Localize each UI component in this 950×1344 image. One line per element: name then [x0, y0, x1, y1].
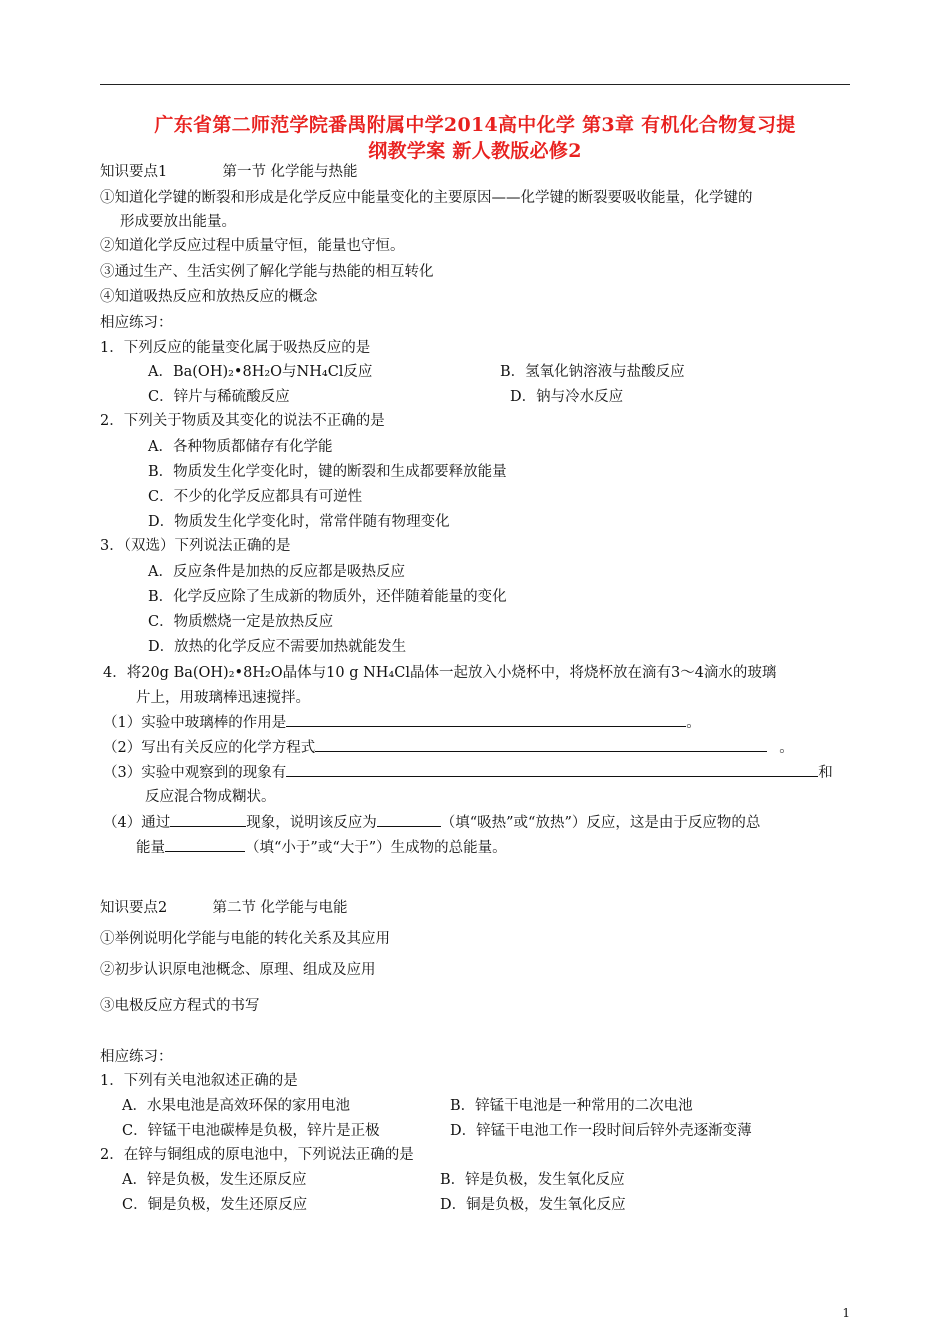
q3-option-c: C．物质燃烧一定是放热反应 — [148, 614, 334, 630]
point-2-2: ②初步认识原电池概念、原理、组成及应用 — [100, 962, 376, 978]
q4-sub-3-end: 和 — [818, 765, 833, 781]
q3-stem: 3．（双选）下列说法正确的是 — [100, 538, 291, 554]
q2-option-b: B．物质发生化学变化时，键的断裂和生成都要释放能量 — [148, 464, 507, 480]
section-1-tag: 知识要点1 — [100, 164, 168, 180]
point-1-1-cont: 形成要放出能量。 — [120, 214, 236, 230]
s2-q1-stem: 1．下列有关电池叙述正确的是 — [100, 1073, 298, 1089]
point-1-4: ④知道吸热反应和放热反应的概念 — [100, 289, 318, 305]
q3-option-a: A．反应条件是加热的反应都是吸热反应 — [148, 564, 405, 580]
q4-sub-3-cont: 反应混合物成糊状。 — [145, 789, 276, 805]
s2-q2-stem: 2．在锌与铜组成的原电池中，下列说法正确的是 — [100, 1147, 414, 1163]
q2-option-a: A．各种物质都储存有化学能 — [148, 439, 333, 455]
q4-sub-4-text-a: （4）通过 — [103, 815, 171, 831]
point-1-3: ③通过生产、生活实例了解化学能与热能的相互转化 — [100, 264, 434, 280]
answer-blank-6[interactable] — [165, 837, 245, 852]
section-2-title: 第二节 化学能与电能 — [212, 900, 348, 916]
title-line-1: 广东省第二师范学院番禺附属中学2014高中化学 第3章 有机化合物复习提 — [154, 114, 796, 136]
q4-stem-cont: 片上，用玻璃棒迅速搅拌。 — [136, 690, 310, 706]
q4-sub-3 — [103, 762, 833, 783]
section-2-tag: 知识要点2 — [100, 900, 168, 916]
point-2-3: ③电极反应方程式的书写 — [100, 998, 260, 1014]
point-2-1: ①举例说明化学能与电能的转化关系及其应用 — [100, 931, 390, 947]
q4-stem: 4．将20g Ba(OH)₂•8H₂O晶体与10 g NH₄Cl晶体一起放入小烧杯中，将烧杯放在滴有3～4滴水的玻璃 — [103, 665, 777, 681]
q3-option-b: B．化学反应除了生成新的物质外，还伴随着能量的变化 — [148, 589, 507, 605]
answer-blank-3[interactable] — [286, 762, 818, 777]
page-number: 1 — [842, 1306, 850, 1320]
answer-blank-4[interactable] — [170, 812, 246, 827]
q1-stem: 1．下列反应的能量变化属于吸热反应的是 — [100, 340, 371, 356]
section-2-heading — [100, 898, 348, 918]
q4-sub-4-cont — [136, 837, 507, 858]
title-line-2: 纲教学案 新人教版必修2 — [368, 140, 582, 162]
s2-q2-option-a: A．锌是负极，发生还原反应 — [122, 1172, 307, 1188]
q4-sub-4-text-e: （填“小于”或“大于”）生成物的总能量。 — [245, 840, 507, 856]
answer-blank-2[interactable] — [315, 737, 767, 752]
s2-q1-option-c: C．锌锰干电池碳棒是负极，锌片是正极 — [122, 1123, 380, 1139]
section-1-heading — [100, 162, 358, 182]
s2-q2-option-d: D．铜是负极，发生氧化反应 — [440, 1197, 626, 1213]
q4-sub-4-text-c: （填“吸热”或“放热”）反应，这是由于反应物的总 — [440, 815, 761, 831]
s2-q2-option-b: B．锌是负极，发生氧化反应 — [440, 1172, 625, 1188]
q4-sub-3-text: （3）实验中观察到的现象有 — [103, 765, 287, 781]
q4-sub-2-text: （2）写出有关反应的化学方程式 — [103, 740, 316, 756]
q3-option-d: D．放热的化学反应不需要加热就能发生 — [148, 639, 407, 655]
q4-sub-4-text-d: 能量 — [136, 840, 165, 856]
q4-sub-2 — [103, 737, 794, 758]
q1-option-a: A．Ba(OH)₂•8H₂O与NH₄Cl反应 — [148, 364, 373, 380]
document-title — [100, 112, 850, 164]
q4-sub-2-end: 。 — [779, 740, 794, 756]
header-rule — [100, 84, 850, 85]
q4-sub-1-text: （1）实验中玻璃棒的作用是 — [103, 715, 287, 731]
q2-stem: 2．下列关于物质及其变化的说法不正确的是 — [100, 413, 385, 429]
q4-sub-1-end: 。 — [686, 715, 701, 731]
s2-q1-option-b: B．锌锰干电池是一种常用的二次电池 — [450, 1098, 693, 1114]
q1-option-d: D．钠与冷水反应 — [510, 389, 624, 405]
q1-option-b: B．氢氧化钠溶液与盐酸反应 — [500, 364, 685, 380]
q4-sub-4 — [103, 812, 760, 833]
answer-blank-1[interactable] — [286, 712, 686, 727]
q2-option-c: C．不少的化学反应都具有可逆性 — [148, 489, 363, 505]
point-1-1: ①知道化学键的断裂和形成是化学反应中能量变化的主要原因——化学键的断裂要吸收能量，化学键的 — [100, 190, 753, 206]
s2-q2-option-c: C．铜是负极，发生还原反应 — [122, 1197, 308, 1213]
q1-option-c: C．锌片与稀硫酸反应 — [148, 389, 290, 405]
practice-label-1: 相应练习： — [100, 315, 173, 331]
q4-sub-4-text-b: 现象，说明该反应为 — [246, 815, 377, 831]
s2-q1-option-a: A．水果电池是高效环保的家用电池 — [122, 1098, 350, 1114]
q2-option-d: D．物质发生化学变化时，常常伴随有物理变化 — [148, 514, 450, 530]
point-1-2: ②知道化学反应过程中质量守恒，能量也守恒。 — [100, 238, 405, 254]
answer-blank-5[interactable] — [377, 812, 441, 827]
section-1-title: 第一节 化学能与热能 — [222, 164, 358, 180]
practice-label-2: 相应练习： — [100, 1049, 173, 1065]
q4-sub-1 — [103, 712, 701, 733]
s2-q1-option-d: D．锌锰干电池工作一段时间后锌外壳逐渐变薄 — [450, 1123, 752, 1139]
